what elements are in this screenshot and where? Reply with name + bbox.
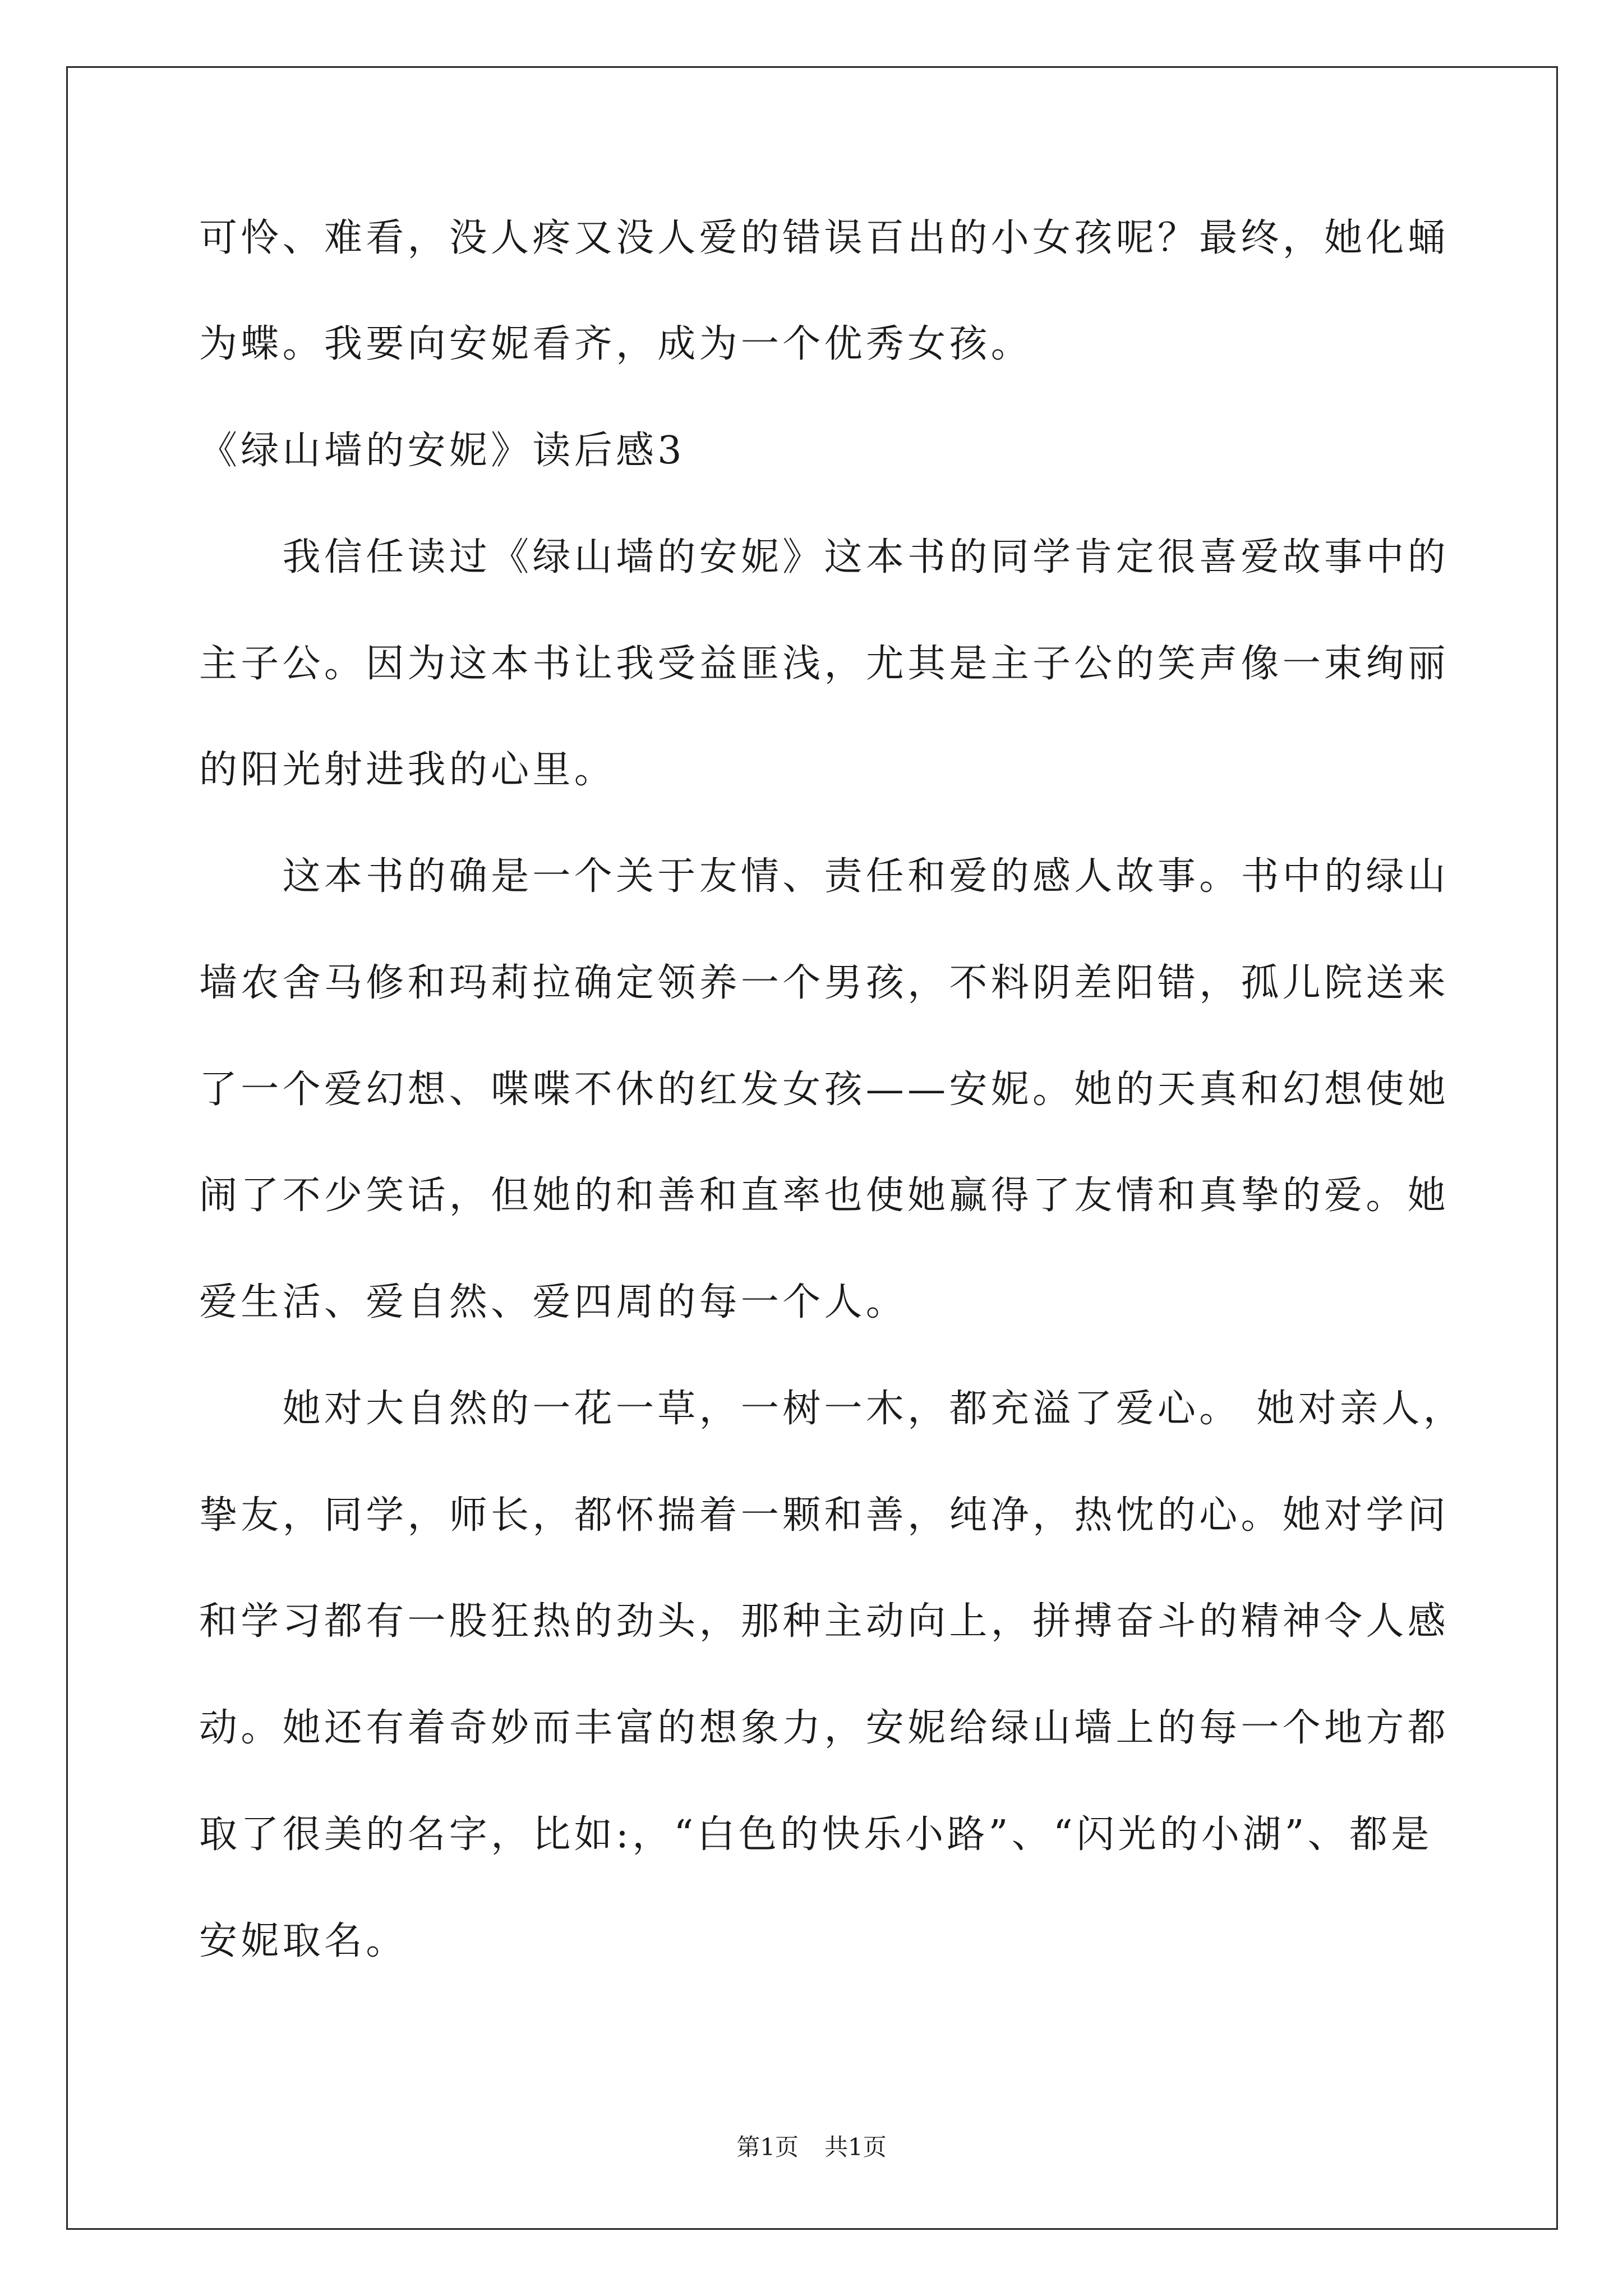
page-total: 共1页 <box>824 2133 887 2161</box>
text-line-9: 了一个爱幻想、喋喋不休的红发女孩——安妮。她的天真和幻想使她 <box>199 1068 1450 1112</box>
page-number: 第1页 <box>736 2133 799 2161</box>
text-line-16: 取了很美的名字，比如:，“白色的快乐小路”、“闪光的小湖”、都是 <box>199 1812 1433 1857</box>
text-line-7: 这本书的确是一个关于友情、责任和爱的感人故事。书中的绿山 <box>199 854 1450 899</box>
page-border <box>66 66 1558 2230</box>
text-line-15: 动。她还有着奇妙而丰富的想象力，安妮给绿山墙上的每一个地方都 <box>199 1706 1450 1750</box>
text-line-8: 墙农舍马修和玛莉拉确定领养一个男孩，不料阴差阳错，孤儿院送来 <box>199 961 1450 1005</box>
section-heading: 《绿山墙的安妮》读后感3 <box>199 429 685 473</box>
text-line-12: 她对大自然的一花一草，一树一木，都充溢了爱心。 她对亲人， <box>199 1387 1465 1431</box>
text-line-4: 我信任读过《绿山墙的安妮》这本书的同学肯定很喜爱故事中的 <box>199 535 1450 579</box>
text-line-1: 可怜、难看，没人疼又没人爱的错误百出的小女孩呢？最终，她化蛹 <box>199 216 1450 260</box>
text-line-11: 爱生活、爱自然、爱四周的每一个人。 <box>199 1280 908 1324</box>
page-footer <box>0 2129 1623 2162</box>
text-line-6: 的阳光射进我的心里。 <box>199 748 616 792</box>
text-line-2: 为蝶。我要向安妮看齐，成为一个优秀女孩。 <box>199 322 1033 366</box>
text-line-17: 安妮取名。 <box>199 1919 408 1963</box>
text-line-14: 和学习都有一股狂热的劲头，那种主动向上，拼搏奋斗的精神令人感 <box>199 1599 1450 1644</box>
text-line-13: 挚友，同学，师长，都怀揣着一颗和善，纯净，热忱的心。她对学问 <box>199 1493 1450 1538</box>
text-line-5: 主子公。因为这本书让我受益匪浅，尤其是主子公的笑声像一束绚丽 <box>199 642 1450 686</box>
text-line-10: 闹了不少笑话，但她的和善和直率也使她赢得了友情和真挚的爱。她 <box>199 1174 1450 1218</box>
